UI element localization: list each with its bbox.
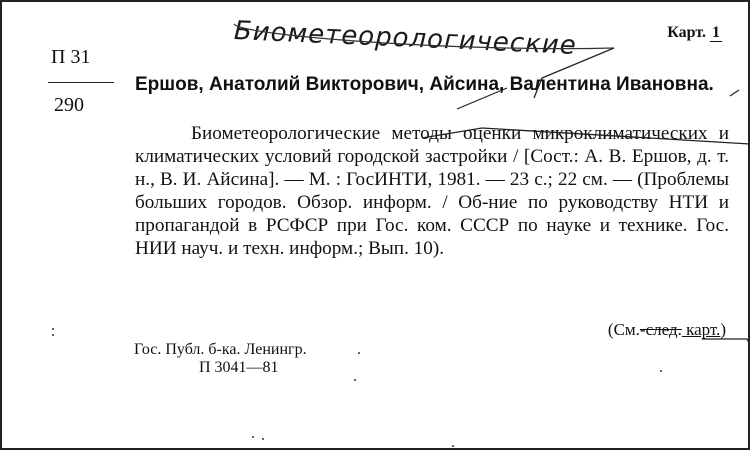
description-text: Биометеорологические методы оценки микроклиматических и климатических условий городской застройки / [Сост.: А. В. Ершов, д. т. н., В. И. Айсина]. — М. : ГосИНТИ, 1981. — 23 с.; 22 см. — (Проблемы больших городов. Обзор. информ. / Об-ние по руководству НТИ и пропагандой в РСФСР при Гос. ком. СССР по науке и технике. Гос. НИИ науч. и техн. информ.; Вып. 10).	[135, 123, 729, 259]
see-next-card-note	[608, 320, 726, 340]
pencil-tick	[730, 90, 739, 96]
speck	[452, 445, 454, 447]
call-number-divider	[48, 82, 114, 83]
card-number	[667, 24, 722, 42]
speck	[358, 352, 360, 354]
handwritten-annotation: Биометеорологические	[233, 16, 578, 61]
bibliographic-description	[135, 122, 729, 260]
speck	[262, 438, 264, 440]
speck	[660, 370, 662, 372]
card-number-value: 1	[712, 24, 720, 41]
author-heading: Ершов, Анатолий Викторович, Айсина, Валентина Ивановна.	[135, 74, 714, 95]
shelf-mark: П 3041—81	[199, 359, 279, 376]
see-next-tail: карт.	[681, 320, 721, 339]
speck	[52, 334, 54, 336]
speck	[52, 328, 54, 330]
speck	[354, 379, 356, 381]
library-stamp: Гос. Публ. б-ка. Ленингр.	[134, 341, 307, 358]
card-number-prefix: Карт.	[667, 24, 706, 41]
call-number-bottom: 290	[54, 94, 84, 116]
see-next-struck: -след.	[639, 320, 682, 339]
see-next-open: (См.	[607, 320, 640, 339]
see-next-close: )	[720, 320, 726, 339]
speck	[252, 436, 254, 438]
call-number-top: П 31	[51, 46, 91, 68]
